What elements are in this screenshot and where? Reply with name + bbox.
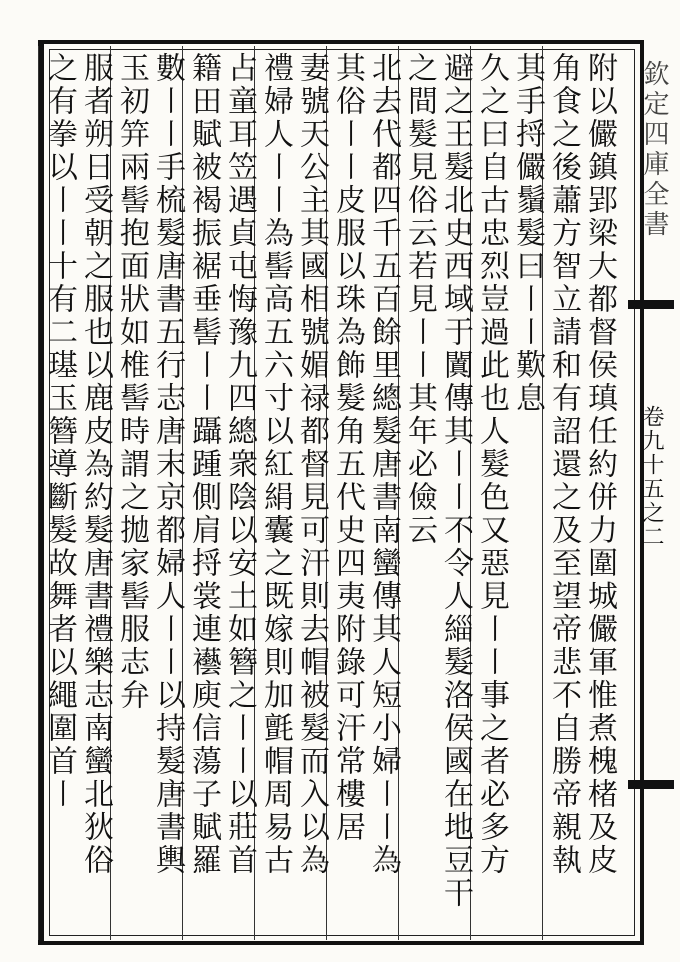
text-column: 之間髮見俗云若見〡〡其年必儉云 <box>402 52 437 547</box>
text-column: 禮婦人〡〡為髻高五六寸以紅絹囊之既嫁則加氈帽周易古 <box>258 52 293 877</box>
text-column: 角食之後蕭方智立請和有詔還之及至望帝悲不自勝帝親執 <box>546 52 581 877</box>
fishtail-mark-lower <box>628 780 674 789</box>
text-column: 其俗〡〡皮服以珠為飾髮角五代史四夷附錄可汗常樓居 <box>330 52 365 844</box>
text-column: 避之王髮北史西域于闐傳其〡〡不令人緇髮洛侯國在地豆干 <box>438 52 473 910</box>
text-column: 數〡〡手梳髮唐書五行志唐末京都婦人〡〡以持髮唐書輿 <box>150 52 185 877</box>
book-title: 欽定四庫全書 <box>639 60 669 240</box>
text-column: 服者朔日受朝之服也以鹿皮為約髮唐書禮樂志南蠻北狄俗 <box>78 52 113 877</box>
text-column: 籍田賦被褐振裾垂髻〡〡躡踵側肩捋裳連襼庾信蕩子賦羅 <box>186 52 221 877</box>
text-column: 其手捋儼鬚髮曰〡〡歎息 <box>510 52 545 415</box>
text-column: 占童耳笠遇貞屯悔豫九四總衆陰以安土如簪之〡〡以莊首 <box>222 52 257 877</box>
text-column: 附以儼鎮郢梁大都督侯瑱任約併力圍城儼軍惟煮槐楮及皮 <box>582 52 617 877</box>
text-column: 妻號天公主其國相號媚禄都督見可汗則去帽被髮而入以為 <box>294 52 329 877</box>
text-column: 久之曰自古忠烈豈過此也人髮色又惡見〡〡事之者必多方 <box>474 52 509 877</box>
volume-number: 卷九十五之二 <box>639 405 664 549</box>
fishtail-mark-upper <box>628 300 674 309</box>
column-rule <box>38 46 39 940</box>
text-column: 玉初笄兩髻抱面狀如椎髻時謂之拋家髻服志弁 <box>114 52 149 712</box>
text-column: 北去代都四千五百餘里總髮唐書南蠻傳其人短小婦〡〡為 <box>366 52 401 877</box>
text-column: 之有拳以〡〡十有二璂玉簪導斷髮故舞者以繩圍首〡 <box>42 52 77 811</box>
